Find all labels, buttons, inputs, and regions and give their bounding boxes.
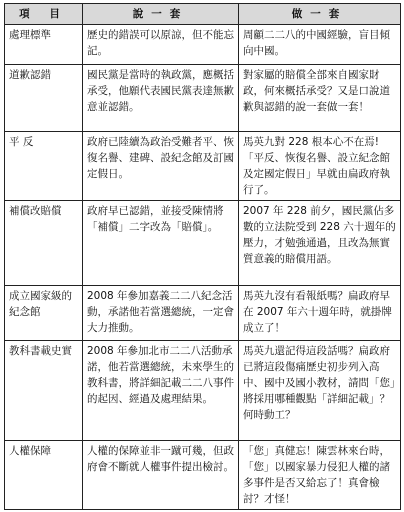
row-topic: 平 反 bbox=[5, 132, 83, 201]
table-row bbox=[5, 341, 401, 441]
row-topic: 補償改賠償 bbox=[5, 201, 83, 286]
row-do: 「您」真健忘！陳雲林來台時，「您」以國家暴力侵犯人權的諸多事件是否又給忘了！真會檢討？才怪！ bbox=[239, 441, 401, 510]
table-row bbox=[5, 132, 401, 201]
table-row bbox=[5, 65, 401, 132]
header-do: 做一套 bbox=[239, 4, 401, 25]
row-topic: 人權保障 bbox=[5, 441, 83, 510]
table-row bbox=[5, 441, 401, 510]
row-do: 馬英九沒有看報紙嗎？扁政府早在 2007 年六十週年時，就掛牌成立了！ bbox=[239, 286, 401, 341]
row-do: 2007 年 228 前夕，國民黨佔多數的立法院受到 228 六十週年的壓力，才勉強通過，且改為無實質意義的賠償用語。 bbox=[239, 201, 401, 286]
row-do: 對家屬的賠償全部來自國家財政，何來概括承受？又是口說道歉與認錯的說一套做一套！ bbox=[239, 65, 401, 132]
row-do: 馬英九還記得這段話嗎？扁政府已將這段傷痛歷史初步列入高中、國中及國小教材，請問「您」將採用哪種觀點「詳細記載」？何時動工？ bbox=[239, 341, 401, 441]
header-topic: 項 目 bbox=[5, 4, 83, 25]
row-say: 2008 年參加嘉義二二八紀念活動，承諾他若當選總統，一定會大力推動。 bbox=[83, 286, 239, 341]
row-topic: 教科書載史實 bbox=[5, 341, 83, 441]
row-do: 周顧二二八的中國經驗，盲目傾向中國。 bbox=[239, 25, 401, 65]
row-topic: 處理標準 bbox=[5, 25, 83, 65]
table-row bbox=[5, 286, 401, 341]
comparison-table bbox=[4, 3, 401, 510]
row-say: 政府已陸續為政治受難者平、恢復名譽、建碑、設紀念館及訂國定假日。 bbox=[83, 132, 239, 201]
table-row bbox=[5, 201, 401, 286]
row-say: 政府早已認錯，並接受陳情將「補償」二字改為「賠償」。 bbox=[83, 201, 239, 286]
row-topic: 成立國家級的紀念館 bbox=[5, 286, 83, 341]
header-say: 說一套 bbox=[83, 4, 239, 25]
row-say: 歷史的錯誤可以原諒，但不能忘記。 bbox=[83, 25, 239, 65]
row-do: 馬英九對 228 根本心不在焉!「平反、恢復名譽、設立紀念館及定國定假日」早就由扁政府執行了。 bbox=[239, 132, 401, 201]
table-row bbox=[5, 25, 401, 65]
row-say: 2008 年參加北市二二八活動承諾，他若當選總統，未來學生的教科書，將詳細記載二二八事件的起因、經過及處理結果。 bbox=[83, 341, 239, 441]
row-say: 國民黨是當時的執政黨，應概括承受，他願代表國民黨表達無歉意並認錯。 bbox=[83, 65, 239, 132]
header-row bbox=[5, 4, 401, 25]
row-say: 人權的保障並非一蹴可幾，但政府會不斷就人權事件提出檢討。 bbox=[83, 441, 239, 510]
row-topic: 道歉認錯 bbox=[5, 65, 83, 132]
